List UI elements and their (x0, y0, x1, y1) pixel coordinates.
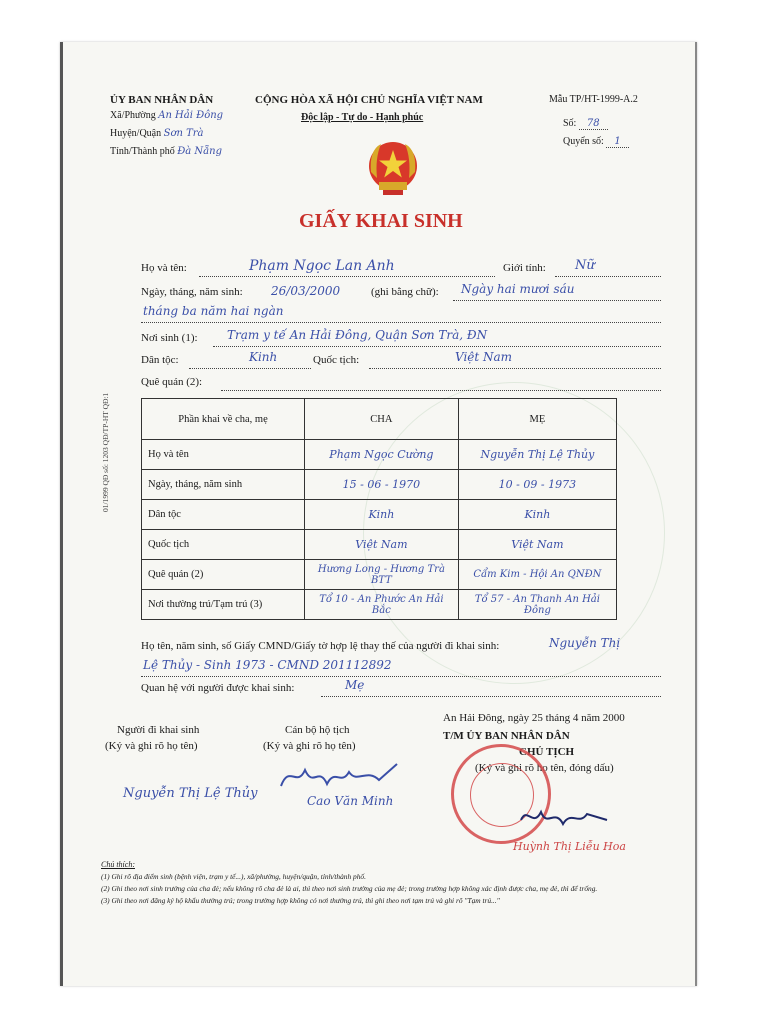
chairman-sub: (Ký và ghi rõ họ tên, đóng dấu) (475, 762, 614, 774)
note-3: (3) Ghi theo nơi đăng ký hộ khẩu thường trú; trong trường hợp không có nơi thường trú, thì ghi theo nơi tạm trú và ghi rõ "Tạm trú..." (101, 896, 500, 905)
chairman-title: CHỦ TỊCH (519, 746, 575, 758)
book-row: Quyển số: 1 (563, 136, 629, 147)
birth-certificate (60, 42, 697, 986)
table-row: Quê quán (2) Hương Long - Hương Trà BTT Cẩm Kim - Hội An QNĐN (142, 560, 617, 590)
child-name-label: Họ và tên: (141, 262, 187, 274)
nationality-value: Việt Nam (455, 350, 513, 364)
chairman-name: Huỳnh Thị Liễu Hoa (513, 840, 626, 853)
mother-name: Nguyễn Thị Lệ Thủy (458, 440, 616, 470)
form-code: Mẫu TP/HT-1999-A.2 (549, 94, 638, 105)
table-header-row (142, 399, 617, 440)
number-row: Số: 78 (563, 118, 608, 129)
table-row: Ngày, tháng, năm sinh 15 - 06 - 1970 10 - 09 - 1973 (142, 470, 617, 500)
national-emblem-icon (365, 138, 421, 198)
table-row: Nơi thường trú/Tạm trú (3) Tổ 10 - An Phước An Hải Bắc Tổ 57 - An Thanh An Hải Đông (142, 590, 617, 620)
dob-value: 26/03/2000 (271, 284, 341, 298)
dob-label: Ngày, tháng, năm sinh: (141, 286, 243, 298)
mother-nationality: Việt Nam (458, 530, 616, 560)
child-name-value: Phạm Ngọc Lan Anh (249, 258, 395, 274)
registrar-sub: (Ký và ghi rõ họ tên) (263, 740, 356, 752)
registrar-title: Cán bộ hộ tịch (285, 724, 350, 736)
republic-title: CỘNG HÒA XÃ HỘI CHỦ NGHĨA VIỆT NAM (255, 94, 483, 106)
father-nationality: Việt Nam (305, 530, 459, 560)
gender-value: Nữ (575, 258, 595, 273)
city-row: Tỉnh/Thành phố Đà Nẵng (110, 146, 222, 157)
birthplace-value: Trạm y tế An Hải Đông, Quận Sơn Trà, ĐN (227, 328, 488, 342)
ward-row: Xã/Phường An Hải Đông (110, 110, 224, 121)
district-value: Sơn Trà (163, 128, 204, 139)
district-row: Huyện/Quận Sơn Trà (110, 128, 204, 139)
table-row: Quốc tịch Việt Nam Việt Nam (142, 530, 617, 560)
side-note: 01/1999 QĐ số: 1203 QĐ/TP-HT QĐ:1 (101, 392, 110, 512)
dob-words-value-1: Ngày hai mươi sáu (461, 282, 575, 296)
motto: Độc lập - Tự do - Hạnh phúc (301, 112, 424, 123)
parents-table (141, 398, 617, 620)
father-residence: Tổ 10 - An Phước An Hải Bắc (305, 590, 459, 620)
committee-title: ỦY BAN NHÂN DÂN (110, 94, 214, 106)
mother-ethnicity: Kinh (458, 500, 616, 530)
header-col0: Phần khai về cha, mẹ (142, 399, 305, 440)
relation-label: Quan hệ với người được khai sinh: (141, 682, 295, 694)
relation-value: Mẹ (345, 678, 365, 692)
dob-words-label: (ghi bằng chữ): (371, 286, 439, 298)
committee-sign-title: T/M ỦY BAN NHÂN DÂN (443, 730, 570, 742)
header-father: CHA (305, 399, 459, 440)
declarer-sign-title: Người đi khai sinh (117, 724, 200, 736)
ward-value: An Hải Đông (158, 110, 224, 121)
mother-dob: 10 - 09 - 1973 (458, 470, 616, 500)
declarer-sign-sub: (Ký và ghi rõ họ tên) (105, 740, 198, 752)
father-name: Phạm Ngọc Cường (305, 440, 459, 470)
registrar-signature-icon (275, 758, 405, 792)
birthplace-label: Nơi sinh (1): (141, 332, 198, 344)
father-dob: 15 - 06 - 1970 (305, 470, 459, 500)
mother-residence: Tổ 57 - An Thanh An Hải Đông (458, 590, 616, 620)
registrar-name: Cao Văn Minh (307, 794, 394, 808)
document-title: GIẤY KHAI SINH (299, 210, 463, 232)
note-1: (1) Ghi rõ địa điểm sinh (bệnh viện, trạm y tế...), xã/phường, huyện/quận, tỉnh/thành phố. (101, 872, 366, 881)
chairman-signature-icon (517, 802, 613, 832)
header-mother: MẸ (458, 399, 616, 440)
notes-title: Chú thích: (101, 860, 135, 869)
number-value: 78 (579, 118, 608, 130)
ethnicity-value: Kinh (249, 350, 278, 364)
declarer-value-1: Nguyễn Thị (549, 636, 621, 650)
note-2: (2) Ghi theo nơi sinh trưởng của cha đẻ; nếu không rõ cha đẻ là ai, thì theo nơi sinh trưởng của mẹ đẻ; trong trường hợp không xác định được cha, mẹ đẻ, thì để trống. (101, 884, 598, 893)
declarer-name: Nguyễn Thị Lệ Thủy (123, 786, 258, 801)
place-date: An Hải Đông, ngày 25 tháng 4 năm 2000 (443, 712, 625, 724)
table-row: Họ và tên Phạm Ngọc Cường Nguyễn Thị Lệ Thủy (142, 440, 617, 470)
declarer-label: Họ tên, năm sinh, số Giấy CMND/Giấy tờ hợp lệ thay thế của người đi khai sinh: (141, 640, 500, 652)
city-value: Đà Nẵng (177, 146, 222, 157)
gender-label: Giới tính: (503, 262, 546, 274)
mother-hometown: Cẩm Kim - Hội An QNĐN (458, 560, 616, 590)
ethnicity-label: Dân tộc: (141, 354, 179, 366)
table-row: Dân tộc Kinh Kinh (142, 500, 617, 530)
father-hometown: Hương Long - Hương Trà BTT (305, 560, 459, 590)
father-ethnicity: Kinh (305, 500, 459, 530)
declarer-value-2: Lệ Thủy - Sinh 1973 - CMND 201112892 (143, 658, 392, 672)
hometown-label: Quê quán (2): (141, 376, 203, 388)
book-value: 1 (606, 136, 628, 148)
dob-words-value-2: tháng ba năm hai ngàn (143, 304, 284, 318)
nationality-label: Quốc tịch: (313, 354, 360, 366)
